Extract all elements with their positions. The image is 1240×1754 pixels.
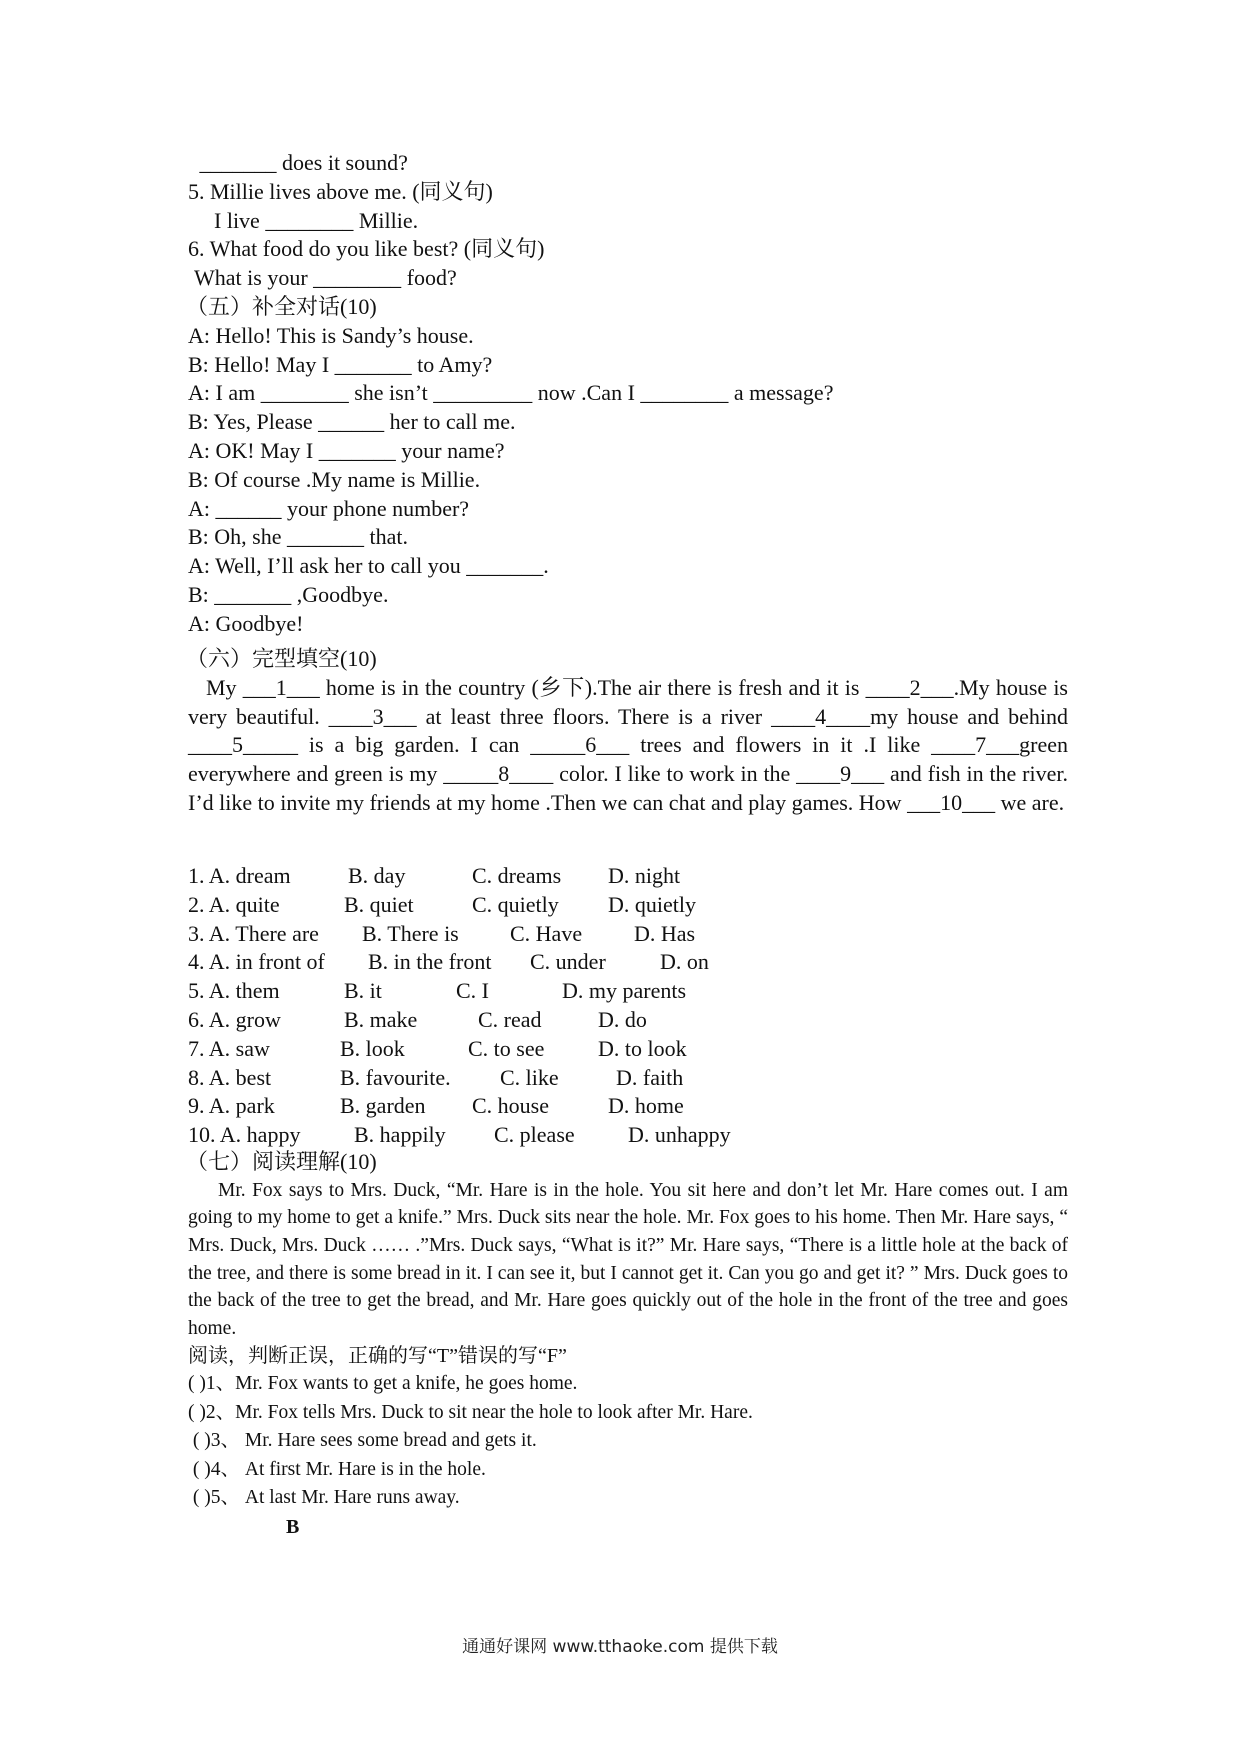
option-c: C. please	[494, 1122, 575, 1148]
option-d: D. quietly	[608, 891, 696, 917]
statement: ( )3、 Mr. Hare sees some bread and gets it.	[188, 1430, 537, 1452]
page-footer: 通通好课网 www.tthaoke.com 提供下载	[462, 1637, 778, 1657]
dialogue-line: A: ______ your phone number?	[188, 495, 470, 521]
option-c: C. read	[478, 1006, 542, 1032]
option-b: B. in the front	[368, 949, 492, 975]
dialogue-line: B: Yes, Please ______ her to call me.	[188, 409, 516, 435]
option-c: C. house	[472, 1093, 549, 1119]
cloze-section	[188, 645, 1068, 818]
dialogue-section	[188, 293, 1068, 639]
option-a: 2. A. quite	[188, 891, 280, 917]
part-label: B	[286, 1515, 300, 1538]
option-b: B. it	[344, 978, 382, 1004]
option-a: 10. A. happy	[188, 1122, 301, 1148]
option-d: D. faith	[616, 1064, 684, 1090]
option-c: C. quietly	[472, 891, 559, 917]
option-a: 7. A. saw	[188, 1035, 270, 1061]
rewrite-line: What is your ________ food?	[194, 265, 457, 291]
dialogue-line: A: Hello! This is Sandy’s house.	[188, 322, 474, 348]
option-b: B. make	[344, 1006, 418, 1032]
option-d: D. home	[608, 1093, 684, 1119]
reading-passage: Mr. Fox says to Mrs. Duck, “Mr. Hare is in the hole. You sit here and don’t let Mr. Hare comes out. I am going to my home to get a knife.” Mrs. Duck sits near the hole. Mr. Fox goes to his home. Then Mr. Hare says, “ Mrs. Duck, Mrs. Duck …… .”Mrs. Duck says, “What is it?” Mr. Hare says, “There is a little hole at the back of the tree, and there is some bread in it. I can see it, but I cannot get it. Can you go and get it? ” Mrs. Duck goes to the back of the tree to get the bread, and Mr. Hare goes quickly out of the hole in the front of the tree and goes home.	[188, 1179, 1068, 1339]
option-a: 3. A. There are	[188, 920, 319, 946]
option-b: B. look	[340, 1035, 405, 1061]
option-row	[188, 1092, 1068, 1121]
option-c: C. like	[500, 1064, 559, 1090]
option-row	[188, 891, 1068, 920]
option-row	[188, 862, 1068, 891]
cloze-options	[188, 862, 1068, 1150]
option-d: D. my parents	[562, 978, 687, 1004]
dialogue-line: A: Well, I’ll ask her to call you _______.	[188, 553, 549, 579]
rewrite-section	[188, 149, 1068, 293]
option-c: C. dreams	[472, 863, 562, 888]
option-b: B. garden	[340, 1093, 426, 1119]
dialogue-line: A: I am ________ she isn’t _________ now .Can I ________ a message?	[188, 380, 834, 406]
option-b: B. favourite.	[340, 1064, 451, 1090]
dialogue-line: B: Hello! May I _______ to Amy?	[188, 351, 493, 377]
option-a: 9. A. park	[188, 1093, 275, 1119]
statement: ( )2、Mr. Fox tells Mrs. Duck to sit near the hole to look after Mr. Hare.	[188, 1401, 753, 1423]
rewrite-line: 6. What food do you like best? (同义句)	[188, 236, 545, 262]
option-d: D. on	[660, 949, 709, 975]
option-b: B. day	[348, 863, 406, 888]
option-b: B. quiet	[344, 891, 414, 917]
option-b: B. happily	[354, 1122, 446, 1148]
cloze-passage: My ___1___ home is in the country (乡下).The air there is fresh and it is ____2___.My house is very beautiful. ____3___ at least three floors. There is a river ____4____my house and behind ____5_____ is a big garden. I can _____6___ trees and flowers in it .I like ____7___green everywhere and green is my _____8____ color. I like to work in the ____9___ and fish in the river. I’d like to invite my friends at my home .Then we can chat and play games. How ___10___ we are.	[188, 674, 1068, 815]
dialogue-line: A: OK! May I _______ your name?	[188, 437, 505, 463]
option-a: 6. A. grow	[188, 1006, 281, 1032]
option-a: 8. A. best	[188, 1064, 272, 1090]
statement: ( )4、 At first Mr. Hare is in the hole.	[188, 1458, 486, 1480]
option-c: C. Have	[510, 920, 583, 946]
reading-instruction: 阅读，判断正误，正确的写“T”错误的写“F”	[188, 1345, 567, 1368]
option-row	[188, 920, 1068, 949]
option-d: D. to look	[598, 1035, 687, 1061]
option-d: D. Has	[634, 920, 696, 946]
option-c: C. under	[530, 949, 606, 975]
option-b: B. There is	[362, 920, 459, 946]
statement: ( )5、 At last Mr. Hare runs away.	[188, 1487, 460, 1509]
option-c: C. to see	[468, 1035, 545, 1061]
section-heading: （七）阅读理解(10)	[186, 1149, 377, 1174]
statement: ( )1、Mr. Fox wants to get a knife, he goes home.	[188, 1373, 578, 1395]
option-a: 5. A. them	[188, 978, 280, 1004]
option-row	[188, 948, 1068, 977]
rewrite-line: I live ________ Millie.	[214, 207, 419, 233]
section-heading: （五）补全对话(10)	[186, 294, 377, 319]
dialogue-line: A: Goodbye!	[188, 610, 304, 636]
dialogue-line: B: Oh, she _______ that.	[188, 524, 408, 550]
option-row	[188, 1121, 1068, 1150]
rewrite-line: _______ does it sound?	[194, 150, 408, 175]
option-a: 1. A. dream	[188, 863, 291, 888]
option-d: D. do	[598, 1006, 647, 1032]
option-d: D. unhappy	[628, 1122, 731, 1148]
option-row	[188, 977, 1068, 1006]
rewrite-line: 5. Millie lives above me. (同义句)	[188, 178, 493, 204]
option-d: D. night	[608, 863, 681, 888]
option-a: 4. A. in front of	[188, 949, 325, 975]
option-row	[188, 1035, 1068, 1064]
option-row	[188, 1064, 1068, 1093]
dialogue-line: B: _______ ,Goodbye.	[188, 581, 389, 607]
option-row	[188, 1006, 1068, 1035]
option-c: C. I	[456, 978, 489, 1004]
reading-section	[188, 1148, 1068, 1541]
dialogue-line: B: Of course .My name is Millie.	[188, 466, 481, 492]
section-heading: （六）完型填空(10)	[186, 646, 377, 671]
